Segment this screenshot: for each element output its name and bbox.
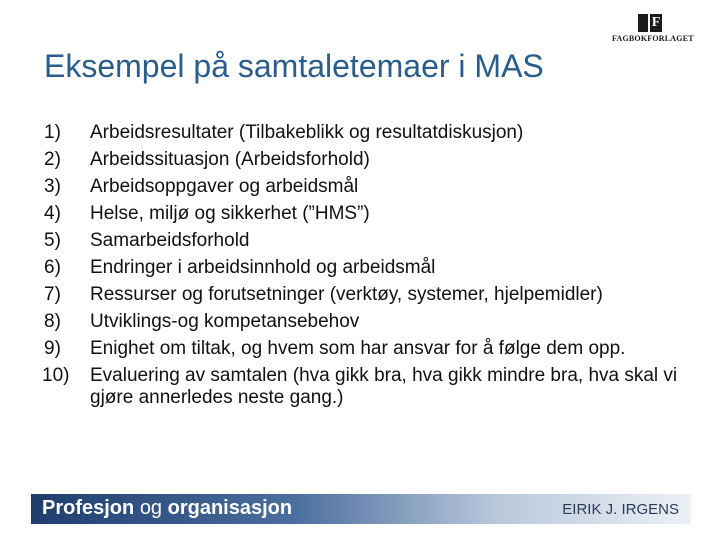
logo-mark-icon: F	[638, 14, 662, 32]
list-item	[44, 311, 694, 333]
item-text: Arbeidssituasjon (Arbeidsforhold)	[90, 149, 370, 170]
list-item	[44, 230, 694, 252]
logo-text: FAGBOKFORLAGET	[612, 34, 694, 43]
list-item	[44, 365, 694, 409]
slide-title: Eksempel på samtaletemaer i MAS	[44, 48, 544, 84]
item-number: 2)	[44, 149, 61, 170]
item-text: Samarbeidsforhold	[90, 230, 250, 251]
item-number: 4)	[44, 203, 61, 224]
item-number: 3)	[44, 176, 61, 197]
list-item	[44, 284, 694, 306]
book-title-part: og	[139, 497, 163, 519]
book-title-part: Profesjon	[42, 497, 135, 519]
footer-banner	[31, 494, 691, 524]
item-number: 6)	[44, 257, 61, 278]
item-text: Endringer i arbeidsinnhold og arbeidsmål	[90, 257, 436, 278]
book-title	[42, 497, 292, 520]
item-number: 1)	[44, 122, 61, 143]
item-text: Utviklings-og kompetansebehov	[90, 311, 360, 332]
item-number: 9)	[44, 338, 61, 359]
list-item	[44, 176, 694, 198]
item-number: 5)	[44, 230, 61, 251]
topic-list	[44, 122, 694, 414]
list-item	[44, 203, 694, 225]
list-item	[44, 149, 694, 171]
list-item	[44, 257, 694, 279]
list-item	[44, 122, 694, 144]
item-number: 8)	[44, 311, 61, 332]
item-text: Arbeidsresultater (Tilbakeblikk og resultatdiskusjon)	[90, 122, 524, 143]
item-number: 7)	[44, 284, 61, 305]
book-title-part: organisasjon	[167, 497, 293, 519]
item-text: Ressurser og forutsetninger (verktøy, systemer, hjelpemidler)	[90, 284, 603, 305]
item-text: Arbeidsoppgaver og arbeidsmål	[90, 176, 359, 197]
publisher-logo	[612, 14, 694, 46]
author-name: EIRIK J. IRGENS	[562, 501, 679, 518]
item-text: Helse, miljø og sikkerhet (”HMS”)	[90, 203, 370, 224]
item-number: 10)	[42, 365, 70, 386]
item-text: Enighet om tiltak, og hvem som har ansvar for å følge dem opp.	[90, 338, 626, 359]
list-item	[44, 338, 694, 360]
item-text: Evaluering av samtalen (hva gikk bra, hva gikk mindre bra, hva skal vi gjøre annerledes neste gang.)	[90, 365, 678, 408]
